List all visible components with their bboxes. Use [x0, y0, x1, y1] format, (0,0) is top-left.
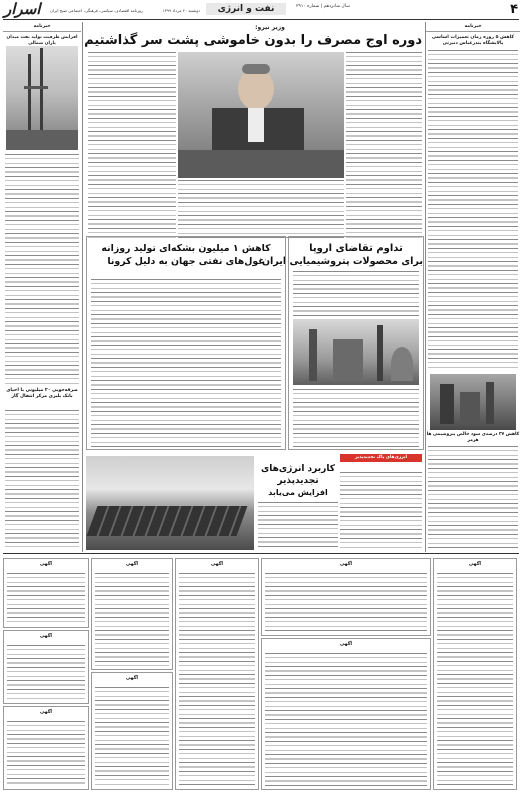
notices-rule — [3, 553, 519, 554]
main-text-right — [346, 52, 422, 238]
renewable-text-mid — [258, 502, 338, 550]
logo: اسرار — [4, 0, 41, 18]
notice-6-label: آگهی — [126, 676, 138, 681]
notice-9-text — [7, 721, 85, 787]
europe-text-bottom — [293, 389, 419, 447]
renewable-headline-2: تجدیدپذیر — [277, 476, 319, 486]
right-column-title: کاهش ۵ روزه زمان تعمیرات اساسی پالایشگاه بندرعباس دنبرنی — [431, 35, 515, 46]
right-column-text — [428, 50, 518, 368]
notice-1 — [433, 558, 517, 790]
right-bottom-text — [428, 446, 518, 550]
europe-story — [261, 236, 424, 450]
notice-3-text — [265, 653, 427, 787]
europe-headline-1: تداوم تقاضای اروپا — [309, 243, 403, 254]
header-rule — [3, 19, 519, 20]
right-column — [426, 22, 520, 552]
left-mid-caption: صرفه‌جویی ۲۰ میلیونی با احیای بانک بلبری مرکز انتقال گاز — [6, 388, 78, 399]
renewable-text-right — [340, 472, 422, 550]
oil-story — [86, 236, 286, 450]
notice-3-label: آگهی — [340, 642, 352, 647]
notice-9-label: آگهی — [40, 710, 52, 715]
main-headline: دوره اوج مصرف را بدون خاموشی پشت سر گذاشتیم — [84, 33, 422, 48]
notice-8-text — [7, 645, 85, 701]
europe-headline-2: برای محصولات پتروشیمیایی ایران — [261, 256, 423, 267]
oil-headline-2: غول‌های نفتی جهان به دلیل کرونا — [107, 256, 265, 267]
minister-photo — [178, 52, 344, 178]
date-line: دوشنبه ۲۰ مرداد ۱۳۹۹ — [162, 8, 200, 13]
left-column-text — [5, 154, 79, 386]
main-text-left — [88, 52, 176, 240]
oil-rig-photo — [6, 46, 78, 150]
section-title: نفت و انرژی — [206, 3, 286, 15]
right-column-heading: خبرنامه — [426, 24, 520, 32]
notice-7-label: آگهی — [40, 562, 52, 567]
notice-4-text — [179, 573, 255, 787]
right-bottom-caption: کاهش ۳۷ درصدی سود خالص پتروشیمی ها هرمز — [426, 432, 520, 443]
oil-text — [91, 279, 281, 447]
refinery-photo — [430, 374, 516, 430]
notice-8-label: آگهی — [40, 634, 52, 639]
notice-5-text — [95, 573, 169, 667]
issue-line: سال شانزدهم | شماره ۲۹۱۰ — [296, 4, 350, 9]
main-text-under-photo — [178, 180, 344, 240]
notice-6-text — [95, 687, 169, 787]
notice-3 — [261, 638, 431, 790]
notice-1-text — [437, 573, 513, 787]
solar-panel-photo — [86, 456, 254, 550]
renewable-headline-3: افزایش می‌یابد — [268, 488, 328, 497]
main-kicker: وزیر نیرو: — [255, 24, 285, 31]
notice-2 — [261, 558, 431, 636]
left-column-title: افزایش ظرفیت تولید نفت میدان یاران شمالی — [6, 35, 78, 46]
petrochem-plant-photo — [293, 319, 419, 385]
notice-2-text — [265, 573, 427, 633]
tagline: روزنامه اقتصادی، سیاسی، فرهنگی، اجتماعی صبح ایران — [50, 8, 143, 13]
left-column — [3, 22, 81, 552]
left-bottom-text — [5, 410, 79, 550]
notices-area — [3, 556, 519, 794]
notice-2-label: آگهی — [340, 562, 352, 567]
notice-9 — [3, 706, 89, 790]
column-rule-right — [425, 22, 426, 552]
notice-7 — [3, 558, 89, 628]
notice-5-label: آگهی — [126, 562, 138, 567]
notice-8 — [3, 630, 89, 704]
notice-5 — [91, 558, 173, 670]
notice-1-label: آگهی — [469, 562, 481, 567]
renewable-label: انرژی‌های پاک تجدیدپذیر — [340, 454, 422, 462]
notice-7-text — [7, 573, 85, 625]
renewable-story — [86, 452, 424, 552]
column-rule-left — [82, 22, 83, 552]
page-number: ۴ — [510, 2, 518, 17]
notice-4-label: آگهی — [211, 562, 223, 567]
notice-6 — [91, 672, 173, 790]
notice-4 — [175, 558, 259, 790]
europe-text — [293, 271, 419, 319]
renewable-headline-1: کاربرد انرژی‌های — [261, 464, 335, 474]
oil-headline-1: کاهش ۱ میلیون بشکه‌ای تولید روزانه — [101, 243, 271, 254]
left-column-heading: خبرنامه — [3, 24, 81, 32]
